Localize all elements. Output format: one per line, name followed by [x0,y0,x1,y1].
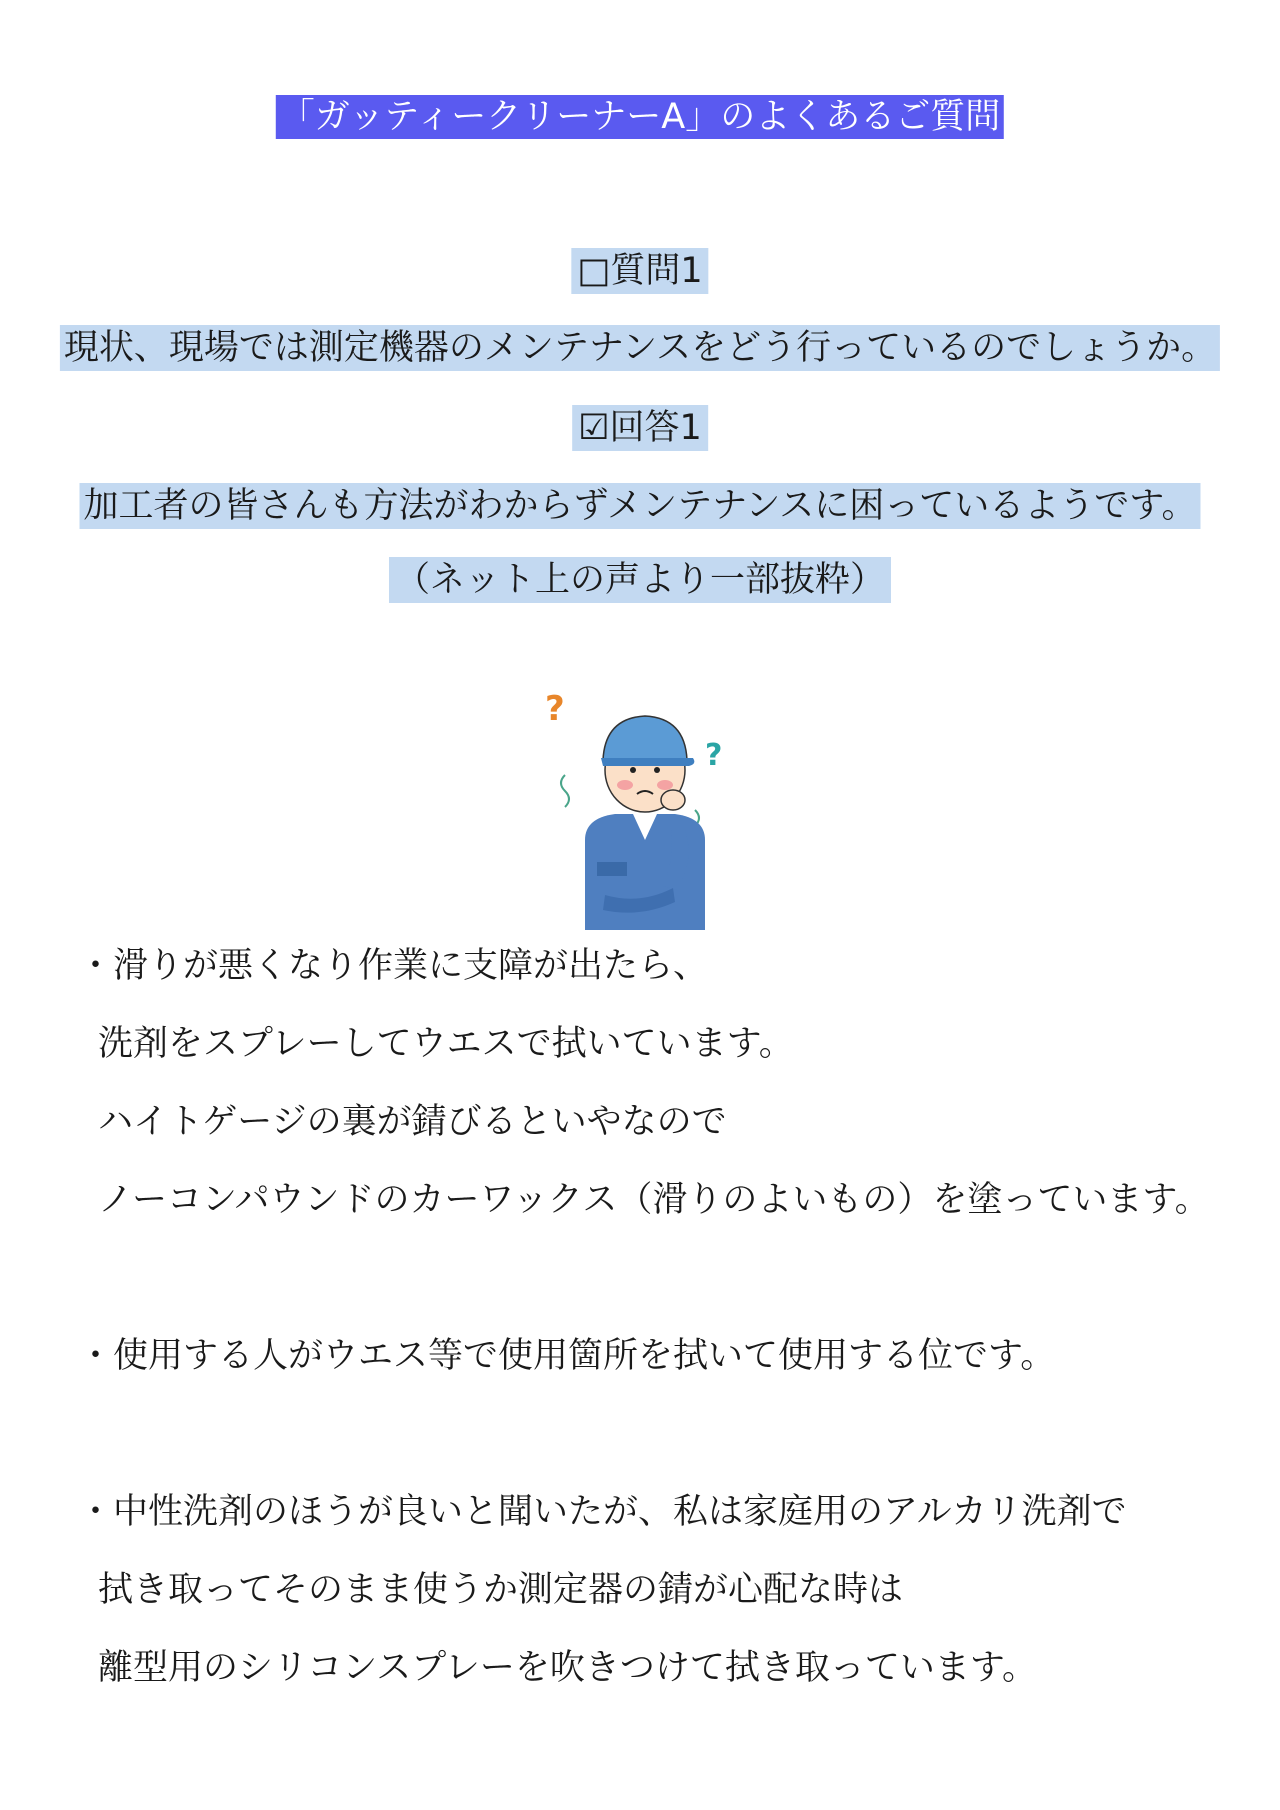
comment-line: ・中性洗剤のほうが良いと聞いたが、私は家庭用のアルカリ洗剤で [78,1492,1127,1532]
answer-text: 加工者の皆さんも方法がわからずメンテナンスに困っているようです。 [79,483,1200,529]
page-title: 「ガッティークリーナーA」のよくあるご質問 [276,95,1004,139]
swirl-icon [561,775,569,807]
comment-line: ・使用する人がウエス等で使用箇所を拭いて使用する位です。 [78,1336,1056,1376]
comment-item [78,945,1218,1257]
comment-line: 離型用のシリコンスプレーを吹きつけて拭き取っています。 [98,1648,1038,1688]
comment-line: ハイトゲージの裏が錆びるといやなので [98,1102,727,1142]
comment-line: 洗剤をスプレーしてウエスで拭いています。 [98,1024,794,1064]
cheek [617,780,633,790]
answer-label: ☑回答1 [572,405,708,451]
comment-line: 拭き取ってそのまま使うか測定器の錆が心配な時は [98,1570,904,1610]
question-mark-icon: ? [545,690,565,729]
cap-brim [601,758,694,766]
worried-worker-illustration [545,690,745,930]
cap [603,716,687,760]
cheek [657,780,673,790]
answer-source-note: （ネット上の声より一部抜粋） [389,557,891,603]
question-mark-icon: ? [705,738,723,773]
question-label: □質問1 [571,248,708,294]
comment-line: ノーコンパウンドのカーワックス（滑りのよいもの）を塗っています。 [98,1180,1210,1220]
pocket [597,862,627,876]
eye [630,767,636,773]
comment-line: ・滑りが悪くなり作業に支障が出たら、 [78,946,709,986]
comment-item [78,1491,1218,1725]
hand [661,790,685,810]
comment-item [78,1335,1218,1413]
eye [654,767,660,773]
comments-list [78,945,1218,1725]
question-text: 現状、現場では測定機器のメンテナンスをどう行っているのでしょうか。 [60,325,1220,371]
